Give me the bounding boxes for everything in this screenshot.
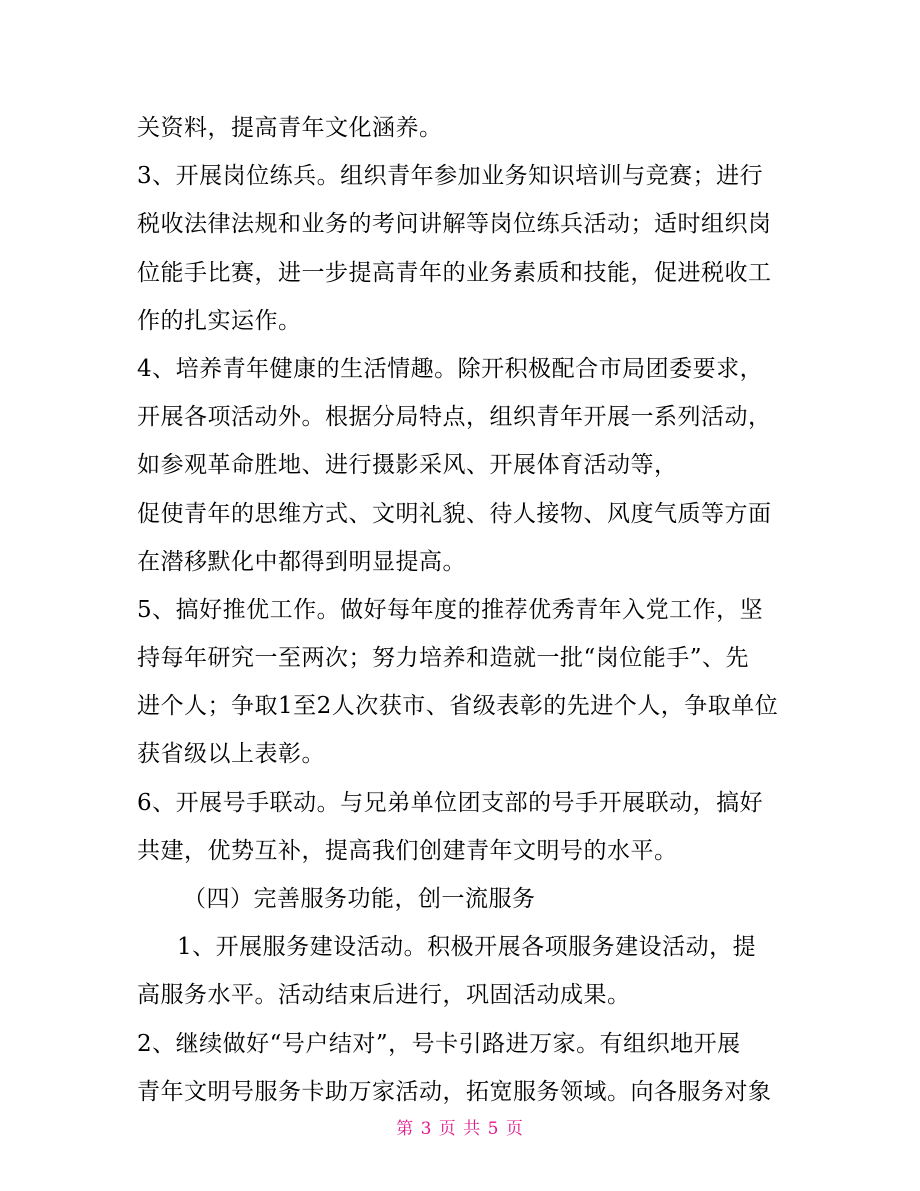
- text-line: 高服务水平。活动结束后进行，巩固活动成果。: [137, 982, 631, 1009]
- text-line: 5、搞好推优工作。做好每年度的推荐优秀青年入党工作，坚: [137, 596, 764, 623]
- text-line: 进个人；争取1至2人次获市、省级表彰的先进个人，争取单位: [137, 693, 779, 720]
- text-line: 税收法律法规和业务的考问讲解等岗位练兵活动；适时组织岗: [137, 211, 772, 238]
- text-line: 4、培养青年健康的生活情趣。除开积极配合市局团委要求，: [137, 355, 764, 382]
- page-number-footer: 第 3 页 共 5 页: [396, 1119, 524, 1139]
- text-line: 3、开展岗位练兵。组织青年参加业务知识培训与竞赛；进行: [137, 163, 764, 190]
- text-line: 位能手比赛，进一步提高青年的业务素质和技能，促进税收工: [137, 259, 772, 286]
- text-line: 如参观革命胜地、进行摄影采风、开展体育活动等，: [137, 452, 678, 479]
- text-line: 获省级以上表彰。: [137, 741, 325, 768]
- section-heading: （四）完善服务功能，创一流服务: [183, 886, 536, 912]
- text-line: 在潜移默化中都得到明显提高。: [137, 548, 466, 575]
- document-body: [137, 104, 787, 1116]
- text-line: 开展各项活动外。根据分局特点，组织青年开展一系列活动，: [137, 404, 772, 431]
- text-line: 促使青年的思维方式、文明礼貌、待人接物、风度气质等方面: [137, 500, 772, 527]
- text-line: 6、开展号手联动。与兄弟单位团支部的号手开展联动，搞好: [137, 789, 764, 816]
- text-line: 共建，优势互补，提高我们创建青年文明号的水平。: [137, 837, 678, 864]
- text-line: 青年文明号服务卡助万家活动，拓宽服务领域。向各服务对象: [137, 1078, 772, 1105]
- text-line: 2、继续做好“号户结对”，号卡引路进万家。有组织地开展: [137, 1030, 741, 1057]
- text-line: 作的扎实运作。: [137, 307, 302, 334]
- text-line: 持每年研究一至两次；努力培养和造就一批“岗位能手”、先: [137, 645, 750, 672]
- text-line: 1、开展服务建设活动。积极开展各项服务建设活动，提: [177, 934, 757, 961]
- text-line: 关资料，提高青年文化涵养。: [137, 115, 443, 141]
